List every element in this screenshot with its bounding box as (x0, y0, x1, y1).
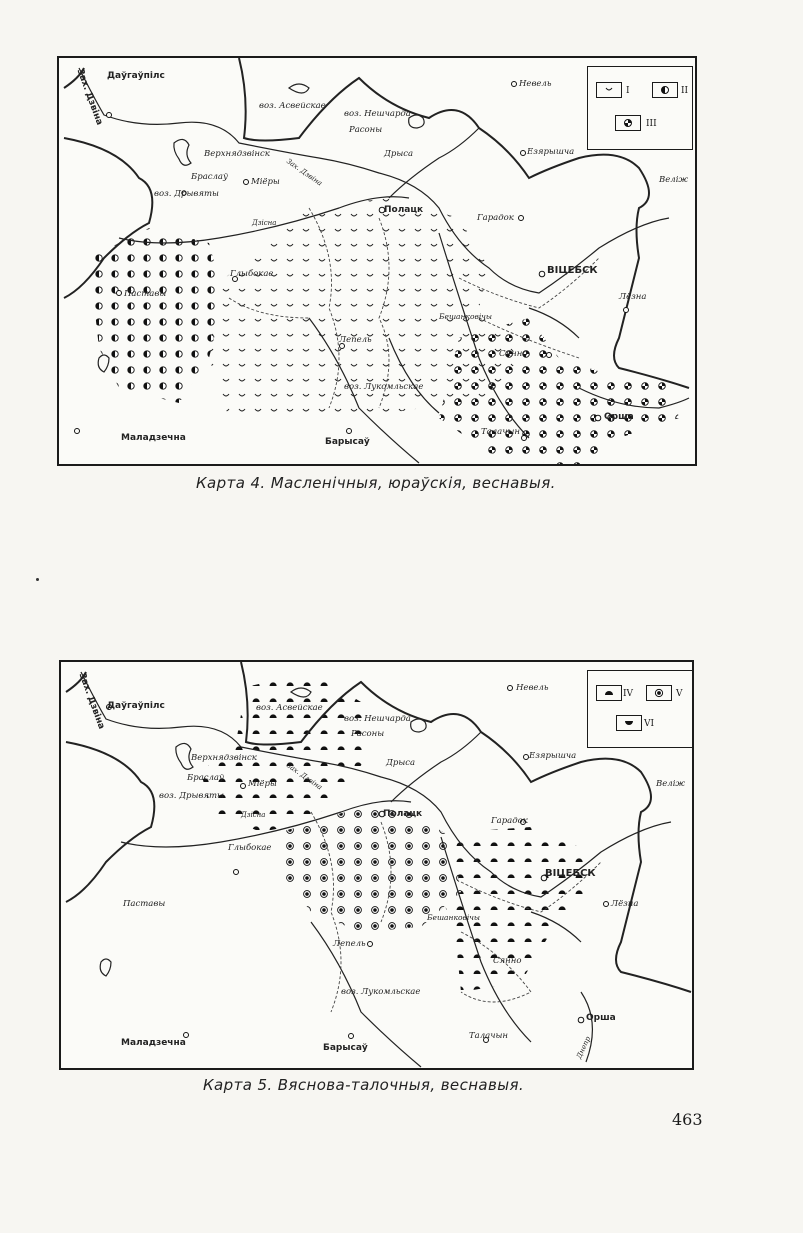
label-velizh: Веліж (659, 175, 689, 185)
label-rasony: Расоны (351, 729, 385, 739)
label-zap-dzvina: Зах. Дзвіна (76, 671, 107, 731)
legend-label-vi: VI (644, 719, 655, 729)
label-ezyarysha: Езярышча (529, 751, 577, 761)
region-type-iv-north (201, 672, 371, 832)
label-polatsk: Полацк (384, 205, 424, 215)
label-lyozna: Лёзна (611, 899, 639, 909)
label-disna: Дзісна (241, 811, 266, 819)
label-vitsebsk: ВІЦЕБСК (547, 265, 598, 276)
label-velizh: Веліж (656, 779, 686, 789)
legend-label-iv: IV (623, 689, 634, 699)
label-pastavy: Паставы (124, 289, 167, 299)
print-speck (36, 578, 39, 581)
legend-label-iii: III (646, 119, 657, 129)
label-barysau: Барысаў (323, 1043, 368, 1053)
label-braslau: Браслаў (187, 773, 224, 783)
label-zap-dzvina: Зах. Дзвіна (74, 67, 105, 127)
label-miory: Міёры (248, 779, 277, 789)
label-nevel: Невель (519, 79, 552, 89)
legend-label-v: V (676, 689, 683, 699)
label-ezyarysha: Езярышча (527, 147, 575, 157)
legend-label-i: I (626, 86, 630, 96)
label-rasony: Расоны (349, 125, 383, 135)
label-polatsk: Полацк (383, 809, 423, 819)
label-oz-asveyskae: воз. Асвейскае (259, 101, 326, 111)
label-barysau: Барысаў (325, 437, 370, 447)
label-oz-dryvyaty: воз. Дрывяты (154, 189, 219, 199)
label-talachyn: Талачын (481, 427, 521, 437)
legend-symbol-iv (596, 685, 622, 701)
legend-symbol-iii (615, 115, 641, 131)
page-number: 463 (672, 1110, 703, 1129)
label-drysa: Дрыса (384, 149, 414, 159)
label-miory: Міёры (251, 177, 280, 187)
label-hlybokae: Глыбокае (230, 269, 274, 279)
caption-map-5: Карта 5. Вяснова-талочныя, веснавыя. (203, 1076, 525, 1094)
map-4-legend (587, 66, 693, 150)
caption-map-4: Карта 4. Масленічныя, юраўскія, веснавыя. (196, 474, 556, 492)
label-verkhnyadzvinsk: Верхнядзвінск (191, 753, 257, 763)
label-orsha: Орша (586, 1013, 616, 1023)
label-talachyn: Талачын (469, 1031, 509, 1041)
label-syanno: Сянно (493, 956, 522, 966)
label-drysa: Дрыса (386, 758, 416, 768)
legend-symbol-ii (652, 82, 678, 98)
label-verkhnyadzvinsk: Верхнядзвінск (204, 149, 270, 159)
label-haradok: Гарадок (477, 213, 514, 223)
map-5 (59, 660, 694, 1070)
legend-label-ii: II (681, 86, 689, 96)
label-syanno: Сянно (499, 349, 528, 359)
region-type-iii (439, 318, 679, 464)
label-oz-asveyskae: воз. Асвейскае (256, 703, 323, 713)
label-oz-nescharda: воз. Нешчарда (344, 714, 411, 724)
label-oz-lukomlskae: воз. Лукомльскае (344, 382, 424, 392)
label-hlybokae: Глыбокае (228, 843, 272, 853)
label-lepel: Лепель (339, 335, 372, 345)
label-vitsebsk: ВІЦЕБСК (545, 868, 596, 879)
label-daugavpils: Даўгаўпілс (107, 701, 165, 711)
label-pastavy: Паставы (123, 899, 166, 909)
label-maladzechna: Маладзечна (121, 1038, 186, 1048)
label-beshankovichy: Бешанковічы (439, 312, 492, 321)
label-orsha: Орша (604, 412, 634, 422)
label-lyozna: Лёзна (619, 292, 647, 302)
label-oz-nescharda: воз. Нешчарда (344, 109, 411, 119)
map-5-legend (587, 670, 693, 748)
label-zach-dzvina-mid: Зах. Дзвіна (284, 761, 324, 792)
label-oz-dryvyaty: воз. Дрывяты (159, 791, 224, 801)
legend-symbol-vi (616, 715, 642, 731)
label-maladzechna: Маладзечна (121, 433, 186, 443)
label-haradok: Гарадок (491, 816, 528, 826)
label-dnepr: Днепр (575, 1035, 593, 1060)
label-oz-lukomlskae: воз. Лукомльскае (341, 987, 421, 997)
label-daugavpils: Даўгаўпілс (107, 71, 165, 81)
label-nevel: Невель (516, 683, 549, 693)
map-4 (57, 56, 697, 466)
legend-symbol-i (596, 82, 622, 98)
label-beshankovichy: Бешанковічы (427, 913, 480, 922)
label-zach-dzvina-mid: Зах. Дзвіна (284, 157, 324, 188)
label-lepel: Лепель (333, 939, 366, 949)
label-disna: Дзісна (252, 219, 277, 227)
legend-symbol-v (646, 685, 672, 701)
region-type-ii (89, 228, 224, 403)
label-braslau: Браслаў (191, 172, 228, 182)
